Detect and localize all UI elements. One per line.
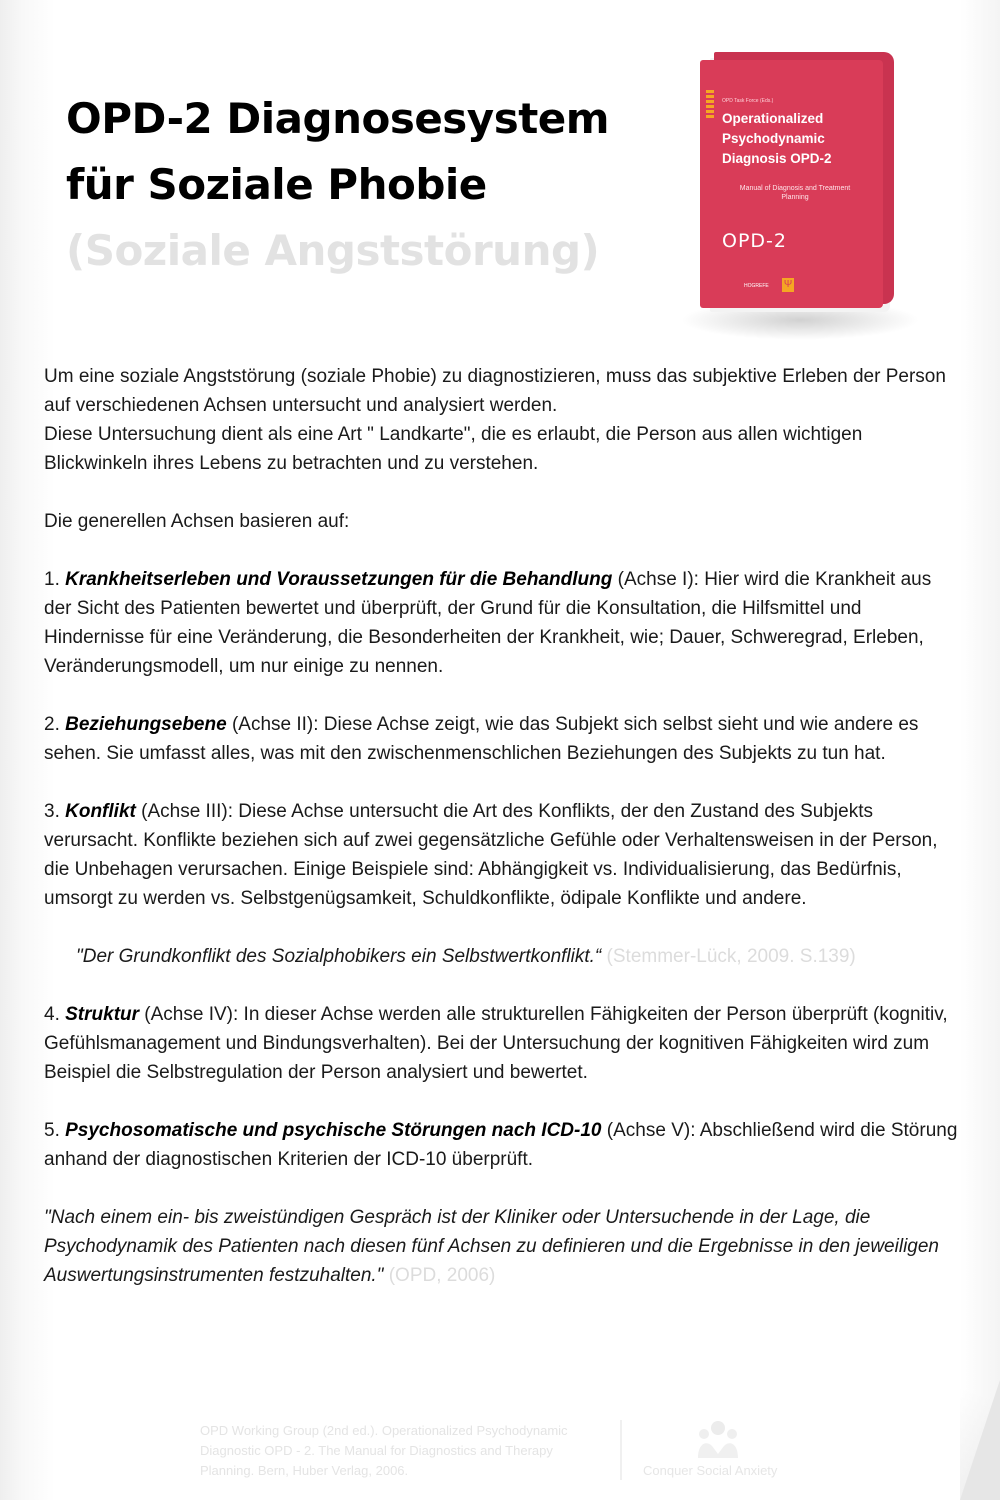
psi-logo-icon: Ψ <box>783 279 793 290</box>
book-cover-image <box>700 50 895 312</box>
quote-text: "Der Grundkonflikt des Sozialphobikers ein Selbstwertkonflikt.“ <box>76 946 602 967</box>
axis-item <box>44 710 959 768</box>
axis-description: (Achse I): Hier wird die Krankheit aus der Sicht des Patienten bewertet und überprüft, der Grund für die Konsultation, die Hilfsmittel und Hindernisse für eine Veränderung, die Besonderheiten der Krankheit, wie; Dauer, Schweregrad, Erleben, Veränderungsmodell, um nur einige zu nennen. <box>44 569 932 677</box>
axis-item <box>44 1000 959 1087</box>
axis-item <box>44 1116 959 1174</box>
axis-number: 1. <box>44 569 66 590</box>
axis-name: Beziehungsebene <box>65 714 227 735</box>
quote-opd <box>44 1203 959 1290</box>
book-subtitle: Manual of Diagnosis and Treatment Planning <box>739 185 851 201</box>
axis-description: (Achse IV): In dieser Achse werden alle strukturellen Fähigkeiten der Person überprüft (kognitiv, Gefühlsmanagement und Bindungsverhalten). Bei der Untersuchung der kognitiven Fähigkeiten wird zum Beispiel die Selbstregulation der Person analysiert und bewertet. <box>44 1004 948 1083</box>
page-title <box>66 86 609 284</box>
book-editors: OPD Task Force (Eds.) <box>722 98 774 104</box>
footer-divider <box>620 1420 622 1480</box>
book-front-cover <box>700 60 883 308</box>
axis-name: Krankheitserleben und Voraussetzungen für die Behandlung <box>65 569 613 590</box>
page-curl <box>960 1380 1000 1500</box>
title-line-2: für Soziale Phobie <box>66 160 487 209</box>
intro-text-1: Um eine soziale Angststörung (soziale Phobie) zu diagnostizieren, muss das subjektive Erleben der Person auf verschiedenen Achsen untersucht und analysiert werden. <box>44 366 946 416</box>
intro-paragraph <box>44 362 959 478</box>
axis-item <box>44 565 959 681</box>
book-title: Operationalized Psychodynamic Diagnosis OPD-2 <box>722 111 832 166</box>
axis-description: (Achse III): Diese Achse untersucht die Art des Konflikts, der den Zustand des Subjekts verursacht. Konflikte beziehen sich auf zwei gegensätzliche Gefühle oder Verhaltensweisen in der Person, die Unbehagen verursachen. Einige Beispiele sind: Abhängigkeit vs. Individualisierung, das Bedürfnis, umsorgt zu werden vs. Selbstgenügsamkeit, Schuldkonflikte, ödipale Konflikte und andere. <box>44 801 938 909</box>
intro-text-2: Diese Untersuchung dient als eine Art " Landkarte", die es erlaubt, die Person aus allen wichtigen Blickwinkeln ihres Lebens zu betrachten und zu verstehen. <box>44 424 863 474</box>
axis-description: (Achse II): Diese Achse zeigt, wie das Subjekt sich selbst sieht und wie andere es sehen. Sie umfasst alles, was mit den zwischenmenschlichen Beziehungen des Subjekts zu tun hat. <box>44 714 919 764</box>
book-short-title: OPD-2 <box>722 230 787 252</box>
quote-citation: (OPD, 2006) <box>383 1265 496 1286</box>
quote-stemmer <box>44 942 959 971</box>
axis-number: 4. <box>44 1004 66 1025</box>
hands-heart-icon <box>692 1418 744 1464</box>
axis-number: 2. <box>44 714 66 735</box>
quote-text: "Nach einem ein- bis zweistündigen Gespräch ist der Kliniker oder Untersuchende in der Lage, die Psychodynamik des Patienten nach diesen fünf Achsen zu definieren und die Ergebnisse in den jeweiligen Auswertungsinstrumenten festzuhalten." <box>44 1207 939 1286</box>
title-line-1: OPD-2 Diagnosesystem <box>66 94 610 143</box>
page-subtitle: (Soziale Angststörung) <box>66 226 600 275</box>
axis-description: (Achse V): Abschließend wird die Störung anhand der diagnostischen Kriterien der ICD-10 überprüft. <box>44 1120 958 1170</box>
book-publisher: HOGREFE <box>744 283 769 289</box>
axis-name: Konflikt <box>65 801 136 822</box>
axes-lead: Die generellen Achsen basieren auf: <box>44 511 350 532</box>
quote-citation: (Stemmer-Lück, 2009. S.139) <box>601 946 856 967</box>
axis-item <box>44 797 959 913</box>
axis-number: 5. <box>44 1120 66 1141</box>
axis-name: Psychosomatische und psychische Störungen nach ICD-10 <box>65 1120 602 1141</box>
axis-name: Struktur <box>65 1004 140 1025</box>
article-body <box>44 362 959 1319</box>
footer-reference: OPD Working Group (2nd ed.). Operationalized Psychodynamic Diagnostic OPD - 2. The Manual for Diagnostics and Therapy Planning. Bern, Huber Verlag, 2006. <box>200 1423 568 1478</box>
axis-number: 3. <box>44 801 66 822</box>
book-spine-marks <box>706 90 714 120</box>
brand-name: Conquer Social Anxiety <box>643 1463 778 1478</box>
